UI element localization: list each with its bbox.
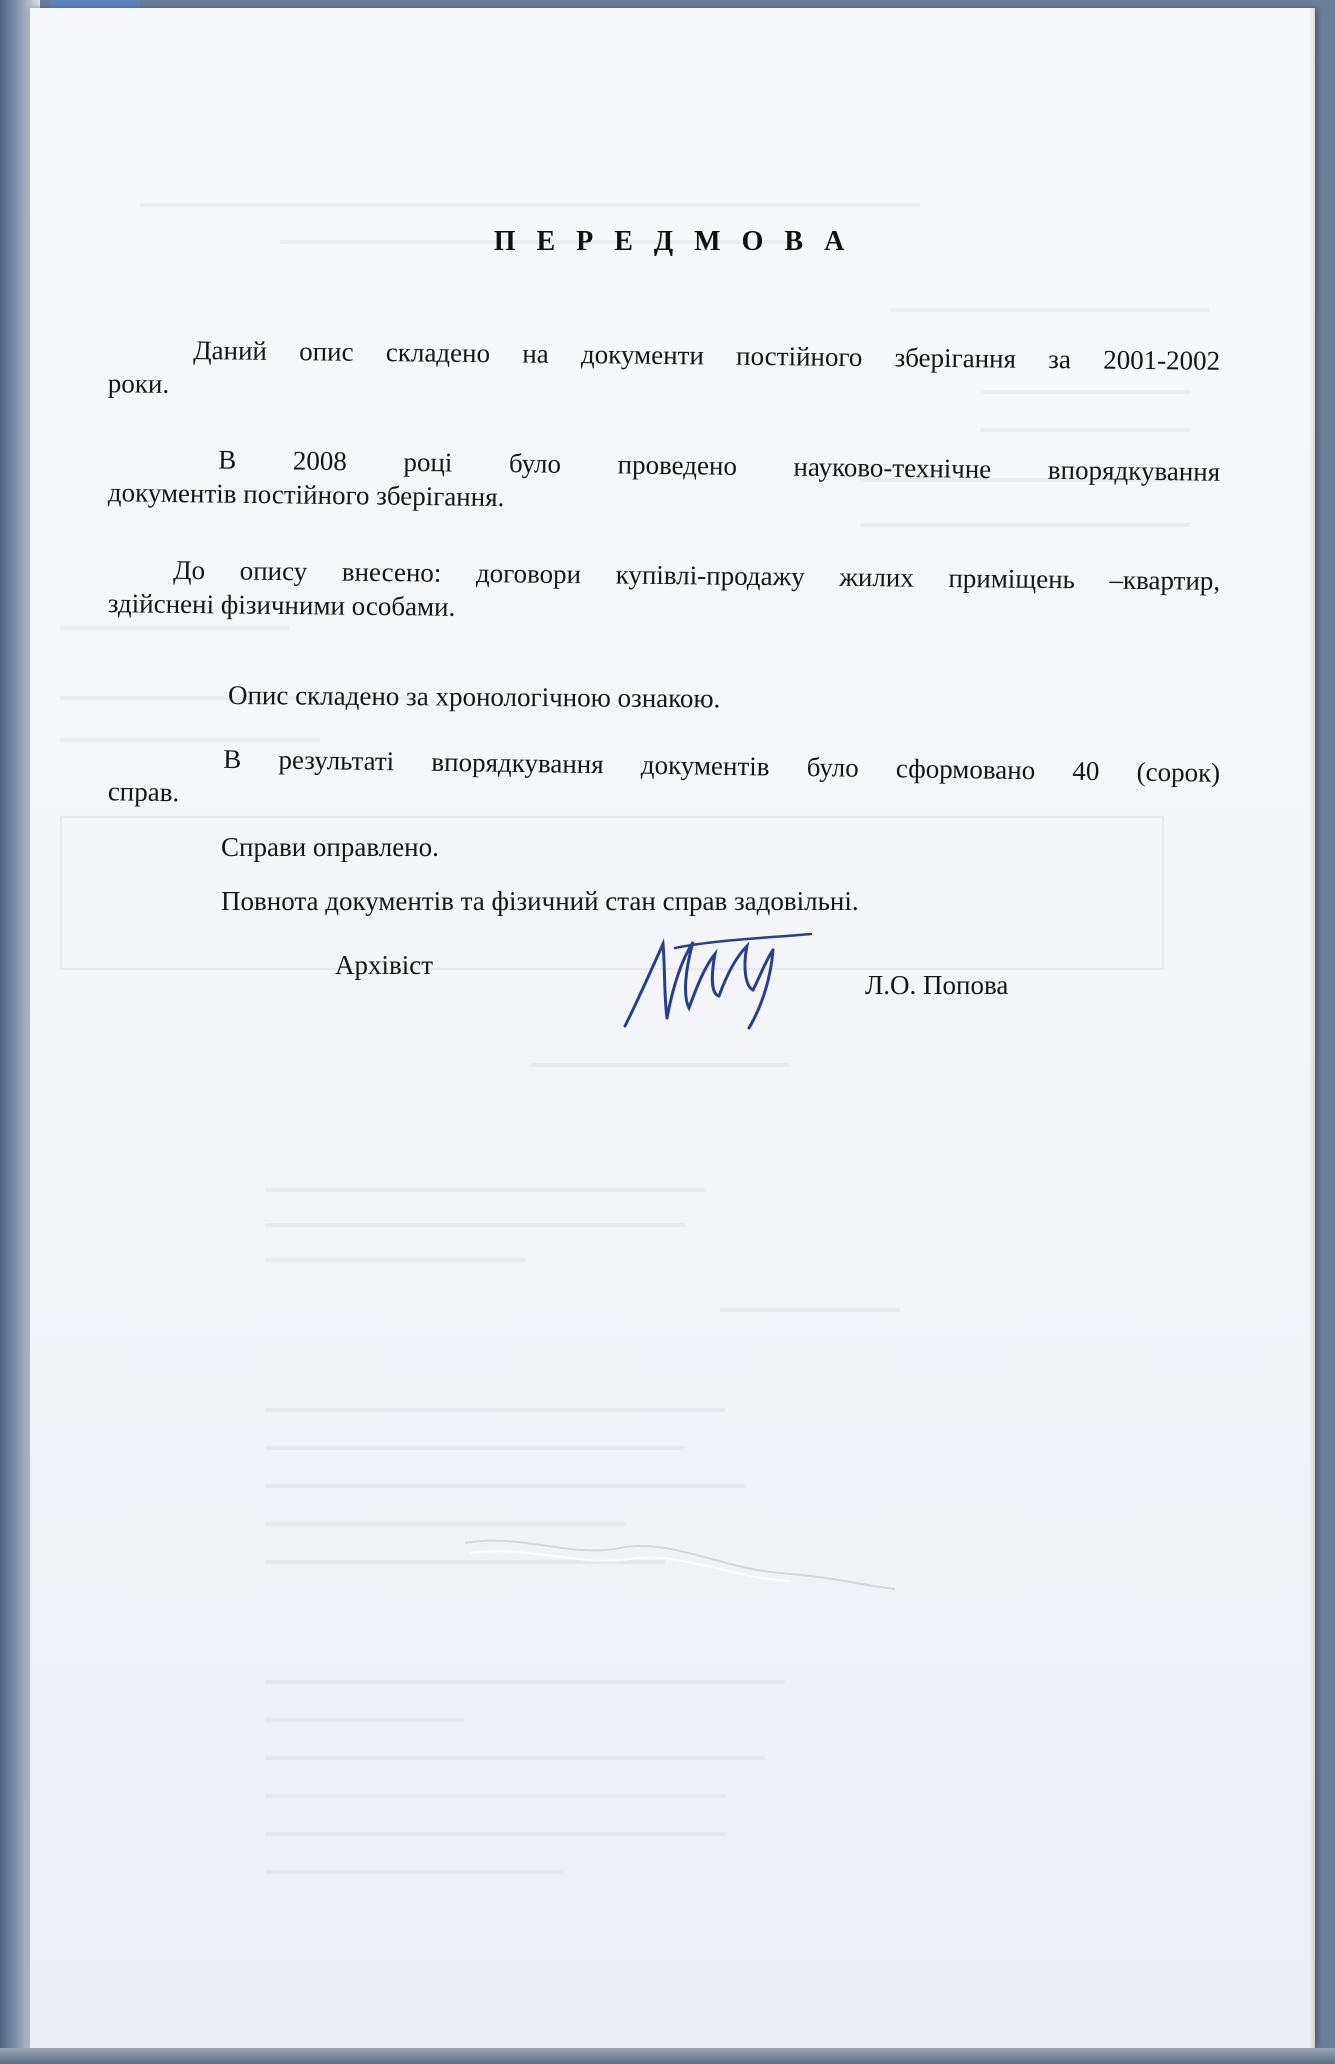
paragraph-result <box>108 740 1221 824</box>
paragraph-contents-line2: здійснені фізичними особами. <box>107 588 456 622</box>
paper-crease <box>460 1523 900 1593</box>
signer-name: Л.О. Попова <box>865 970 1009 1000</box>
paragraph-result-line1: В результаті впорядкування документів було сформовано 40 (сорок) <box>223 743 1221 788</box>
paragraph-scope <box>108 332 1221 412</box>
page-edge-shadow <box>1309 8 1315 2048</box>
paragraph-arrangement-line1: В 2008 році було проведено науково-технічне впорядкування <box>218 444 1221 487</box>
paragraph-scope-line1: Даний опис складено на документи постійного зберігання за 2001-2002 <box>193 335 1221 376</box>
paragraph-order <box>108 677 1220 719</box>
handwritten-signature <box>615 926 815 1036</box>
bottom-binding-strip <box>0 2048 1335 2064</box>
paragraph-condition-line1: Повнота документів та фізичний стан справ задовільні. <box>221 886 859 916</box>
paragraph-scope-line2: роки. <box>107 368 170 399</box>
paragraph-result-line2: справ. <box>107 776 180 808</box>
paragraph-contents-line1: До опису внесено: договори купівлі-продажу жилих приміщень –квартир, <box>173 554 1221 596</box>
paragraph-condition <box>108 884 1220 918</box>
paragraph-contents <box>108 552 1221 632</box>
document-page <box>30 8 1315 2048</box>
signer-title: Архівіст <box>335 950 434 980</box>
document-title: П Е Р Е Д М О В А <box>493 226 852 257</box>
paragraph-arrangement <box>108 441 1221 523</box>
paragraph-bound-line1: Справи оправлено. <box>221 832 439 862</box>
paragraph-arrangement-line2: документів постійного зберігання. <box>107 477 505 513</box>
paragraph-order-line1: Опис складено за хронологічною ознакою. <box>227 679 721 714</box>
paragraph-bound <box>108 830 1220 864</box>
